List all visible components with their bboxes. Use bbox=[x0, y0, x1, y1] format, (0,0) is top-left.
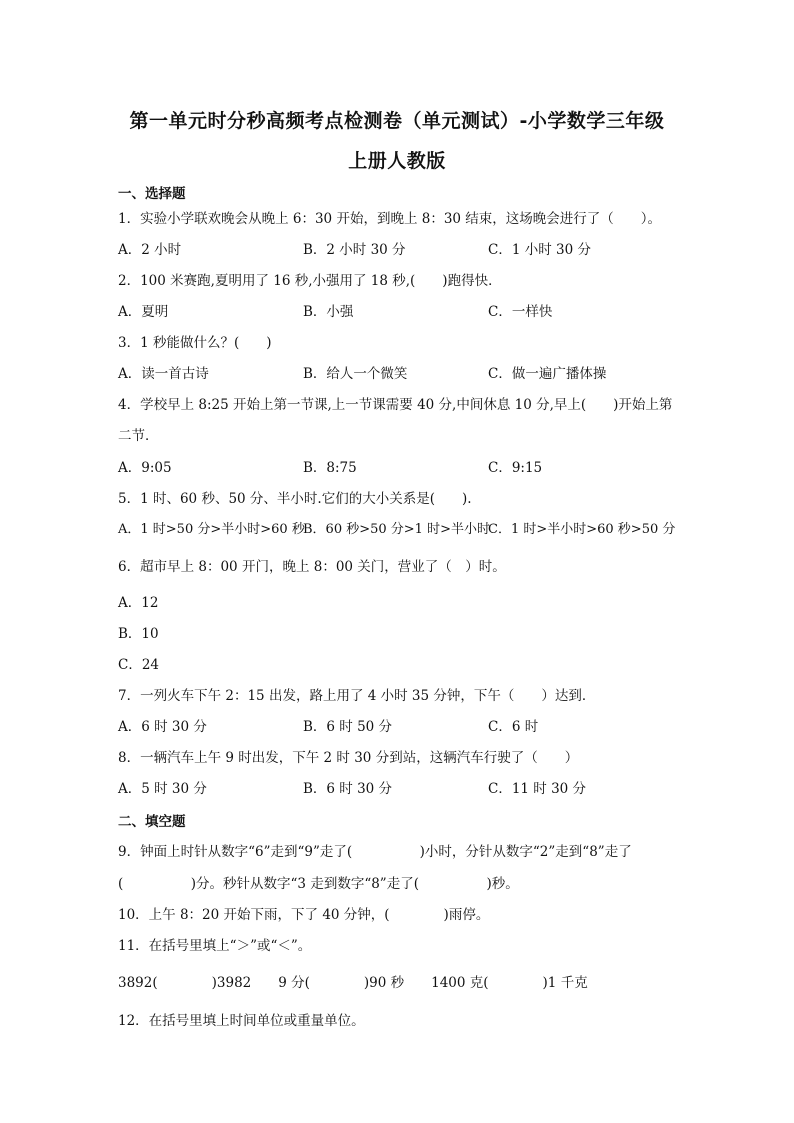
question-8-option-c: C．11 时 30 分 bbox=[488, 781, 587, 797]
question-11: 11．在括号里填上“＞”或“＜”。 bbox=[118, 938, 312, 954]
question-7-option-a: A．6 时 30 分 bbox=[118, 719, 207, 735]
question-8-option-a: A．5 时 30 分 bbox=[118, 781, 207, 797]
question-7-option-b: B．6 时 50 分 bbox=[303, 719, 393, 735]
question-1-option-a: A．2 小时 bbox=[118, 242, 182, 258]
question-3-option-b: B．给人一个微笑 bbox=[303, 366, 408, 382]
question-4-option-b: B．8:75 bbox=[303, 460, 357, 476]
question-6: 6．超市早上 8：00 开门，晚上 8：00 关门，营业了（ ）时。 bbox=[118, 559, 506, 575]
question-8: 8．一辆汽车上午 9 时出发，下午 2 时 30 分到站，这辆汽车行驶了（ ） bbox=[118, 750, 579, 766]
question-6-option-b: B．10 bbox=[118, 626, 159, 642]
question-3-option-c: C．做一遍广播体操 bbox=[488, 366, 607, 382]
question-5: 5．1 时、60 秒、50 分、半小时.它们的大小关系是( ). bbox=[118, 491, 472, 507]
question-1-option-c: C．1 小时 30 分 bbox=[488, 242, 591, 258]
question-5-option-a: A．1 时>50 分>半小时>60 秒 bbox=[118, 522, 305, 537]
question-3: 3．1 秒能做什么？( ) bbox=[118, 335, 272, 351]
question-2-option-b: B．小强 bbox=[303, 304, 354, 320]
section-heading-fill-blank: 二、填空题 bbox=[118, 814, 186, 830]
question-7-option-c: C．6 时 bbox=[488, 719, 539, 735]
question-6-option-a: A．12 bbox=[118, 595, 159, 611]
question-1: 1．实验小学联欢晚会从晚上 6：30 开始，到晚上 8：30 结束，这场晚会进行了（ ）。 bbox=[118, 211, 662, 227]
question-11-comparisons: 3892( )3982 9 分( )90 秒 1400 克( )1 千克 bbox=[118, 975, 588, 991]
question-10: 10．上午 8：20 开始下雨，下了 40 分钟，( )雨停。 bbox=[118, 907, 490, 923]
question-12: 12．在括号里填上时间单位或重量单位。 bbox=[118, 1013, 365, 1029]
question-9-line-2: ( )分。秒针从数字“3 走到数字“8”走了( )秒。 bbox=[118, 876, 519, 892]
question-8-option-b: B．6 时 30 分 bbox=[303, 781, 393, 797]
section-heading-choice: 一、选择题 bbox=[118, 186, 186, 202]
question-6-option-c: C．24 bbox=[118, 657, 160, 673]
question-2-option-c: C．一样快 bbox=[488, 304, 553, 320]
question-4-line-1: 4．学校早上 8:25 开始上第一节课,上一节课需要 40 分,中间休息 10 分,早上( )开始上第 bbox=[118, 397, 673, 413]
question-2: 2．100 米赛跑,夏明用了 16 秒,小强用了 18 秒,( )跑得快． bbox=[118, 273, 502, 289]
question-9-line-1: 9．钟面上时针从数字“6”走到“9”走了( )小时，分针从数字“2”走到“8”走了 bbox=[118, 844, 632, 860]
question-2-option-a: A．夏明 bbox=[118, 304, 169, 320]
question-4-line-2: 二节． bbox=[118, 428, 159, 444]
question-7: 7．一列火车下午 2：15 出发，路上用了 4 小时 35 分钟，下午（ ）达到． bbox=[118, 688, 596, 704]
question-1-option-b: B．2 小时 30 分 bbox=[303, 242, 406, 258]
question-4-option-a: A．9:05 bbox=[118, 460, 172, 476]
page-title-line-2: 上册人教版 bbox=[348, 150, 446, 172]
question-3-option-a: A．读一首古诗 bbox=[118, 366, 209, 382]
question-4-option-c: C．9:15 bbox=[488, 460, 543, 476]
question-5-option-c: C．1 时>半小时>60 秒>50 分 bbox=[488, 522, 676, 537]
question-5-option-b: B．60 秒>50 分>1 时>半小时 bbox=[303, 522, 490, 537]
page-title-line-1: 第一单元时分秒高频考点检测卷（单元测试）-小学数学三年级 bbox=[129, 110, 665, 132]
